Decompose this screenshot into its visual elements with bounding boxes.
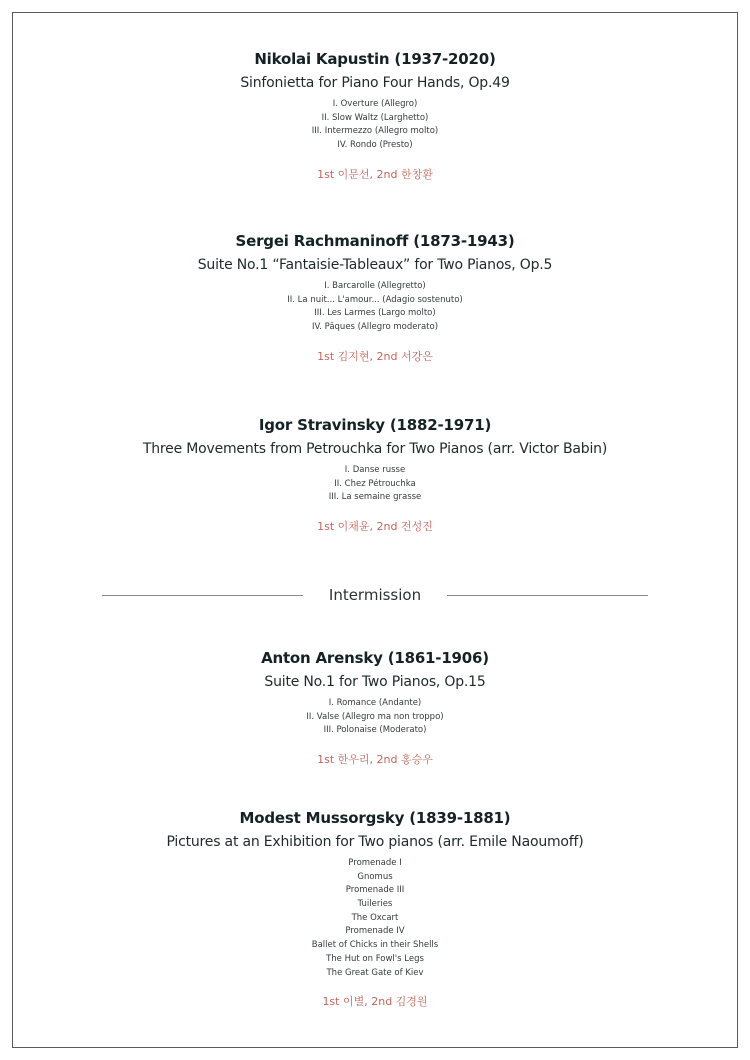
movement-list [0, 464, 750, 505]
intermission-divider [0, 584, 750, 606]
composer-name: Nikolai Kapustin (1937-2020) [254, 50, 496, 68]
movement-item: Promenade III [345, 885, 405, 896]
movement-item: I. Danse russe [344, 465, 406, 475]
composer-name: Sergei Rachmaninoff (1873-1943) [235, 232, 515, 250]
program-item-stravinsky [0, 415, 750, 534]
movement-item: Ballet of Chicks in their Shells [311, 940, 439, 951]
movement-list [0, 857, 750, 980]
movement-item: II. La nuit... L'amour... (Adagio sostenuto) [287, 294, 463, 305]
program-item-rachmaninoff [0, 231, 750, 364]
movement-item: II. Valse (Allegro ma non troppo) [306, 711, 444, 722]
program-item-arensky [0, 648, 750, 767]
work-title: Sinfonietta for Piano Four Hands, Op.49 [240, 75, 510, 91]
divider-line-left [102, 595, 303, 596]
movement-item: The Hut on Fowl's Legs [326, 953, 424, 964]
movement-item: III. La semaine grasse [328, 492, 422, 503]
work-title: Pictures at an Exhibition for Two pianos (arr. Emile Naoumoff) [166, 834, 584, 850]
movement-item: Gnomus [357, 871, 393, 882]
performers: 1st 김지현, 2nd 서강은 [317, 349, 433, 363]
performers: 1st 이채윤, 2nd 전성진 [317, 520, 433, 534]
movement-item: Tuileries [357, 899, 393, 910]
movement-item: The Oxcart [351, 912, 399, 923]
program-item-kapustin [0, 49, 750, 182]
performers: 1st 이별, 2nd 김경원 [322, 995, 428, 1009]
movement-item: III. Les Larmes (Largo molto) [314, 308, 436, 319]
movement-item: Promenade I [348, 858, 402, 868]
composer-name: Modest Mussorgsky (1839-1881) [239, 809, 511, 827]
movement-list [0, 98, 750, 153]
performers: 1st 한우리, 2nd 홍승우 [317, 753, 433, 767]
movement-item: II. Slow Waltz (Larghetto) [321, 112, 429, 123]
movement-item: I. Romance (Andante) [328, 698, 422, 708]
movement-item: I. Overture (Allegro) [332, 99, 418, 109]
divider-line-right [447, 595, 648, 596]
movement-item: The Great Gate of Kiev [326, 967, 424, 978]
performers: 1st 이문선, 2nd 한창환 [317, 167, 433, 181]
movement-list [0, 697, 750, 738]
movement-item: IV. Pâques (Allegro moderato) [311, 322, 439, 333]
work-title: Suite No.1 “Fantaisie-Tableaux” for Two Pianos, Op.5 [197, 257, 553, 273]
program-item-mussorgsky [0, 808, 750, 1009]
intermission-label: Intermission [328, 586, 422, 604]
movement-item: III. Intermezzo (Allegro molto) [311, 126, 439, 137]
movement-item: IV. Rondo (Presto) [337, 140, 413, 151]
work-title: Three Movements from Petrouchka for Two Pianos (arr. Victor Babin) [142, 441, 608, 457]
movement-item: I. Barcarolle (Allegretto) [324, 281, 426, 291]
movement-item: Promenade IV [345, 926, 405, 937]
composer-name: Anton Arensky (1861-1906) [261, 649, 489, 667]
movement-item: III. Polonaise (Moderato) [323, 725, 427, 736]
work-title: Suite No.1 for Two Pianos, Op.15 [264, 674, 486, 690]
movement-item: II. Chez Pétrouchka [334, 478, 416, 489]
composer-name: Igor Stravinsky (1882-1971) [258, 416, 492, 434]
movement-list [0, 280, 750, 335]
